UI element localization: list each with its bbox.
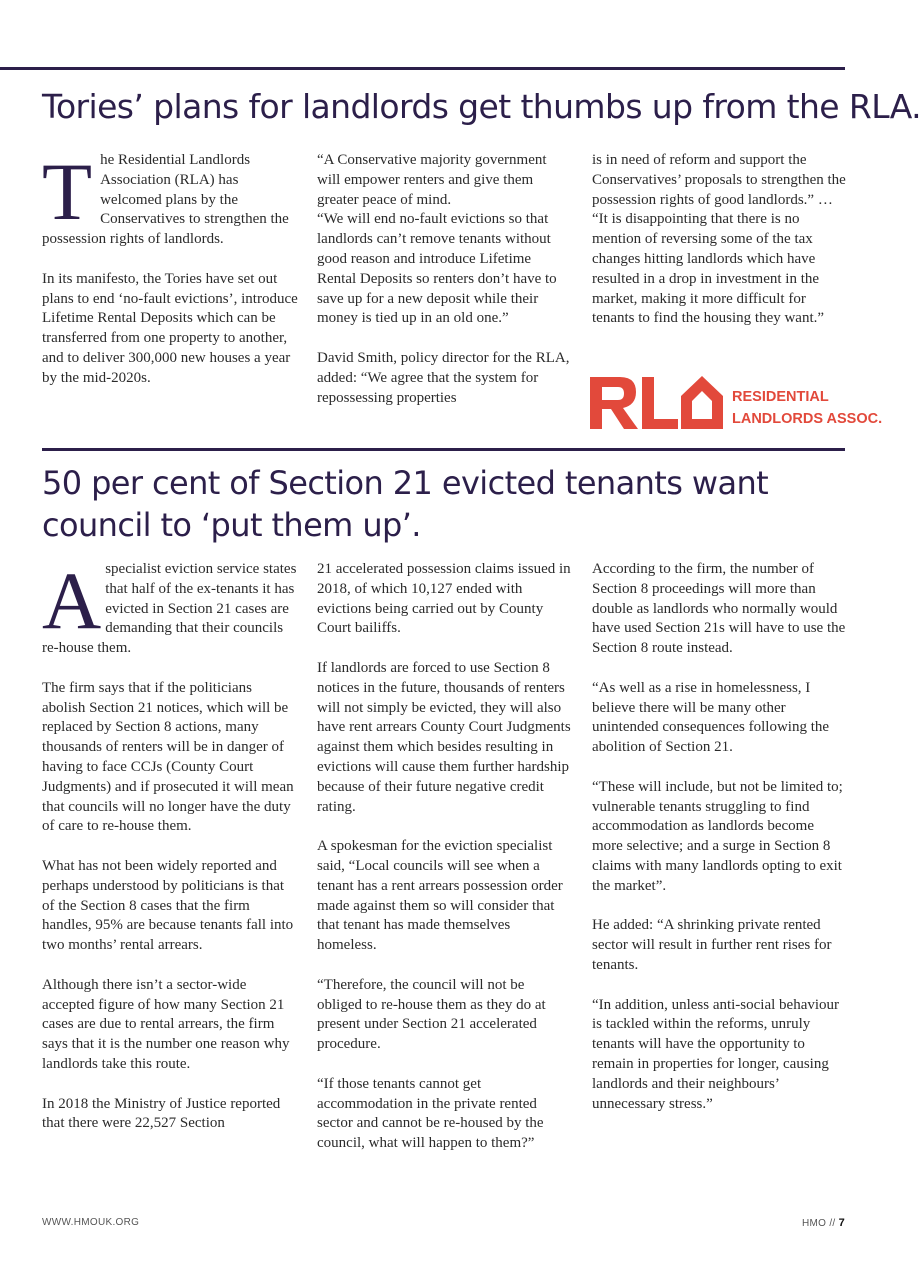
top-divider xyxy=(0,67,845,70)
article2-paragraph: Aspecialist eviction service states that half of the ex-tenants it has evicted in Section 21 cases are demanding that their councils re-house them. xyxy=(42,555,297,657)
footer-website: WWW.HMOUK.ORG xyxy=(42,1217,140,1228)
article2-paragraph: According to the firm, the number of Section 8 proceedings will more than double as landlords who normally would have used Section 21s will have to use the Section 8 route instead. xyxy=(592,561,846,657)
article2-paragraph: Although there isn’t a sector-wide accepted figure of how many Section 21 cases are due to rental arrears, the firm says that it is the number one reason why landlords take this route. xyxy=(42,976,290,1072)
footer-page xyxy=(802,1217,845,1229)
logo-line-2: LANDLORDS ASSOC. xyxy=(732,411,883,427)
article1-column-3 xyxy=(592,151,848,329)
article2-column-3 xyxy=(592,560,848,1114)
article2-paragraph: What has not been widely reported and perhaps understood by politicians is that of the Section 8 cases that the firm handles, 95% are because tenants fall into two months’ rental arrears. xyxy=(42,857,294,954)
article1-paragraph: In its manifesto, the Tories have set out plans to end ‘no-fault evictions’, introduce Lifetime Rental Deposits which can be transferred from one property to another, and to deliver 300,000 new houses a year by the mid-2020s. xyxy=(42,270,298,386)
article2-paragraph: He added: “A shrinking private rented sector will result in further rent rises for tenants. xyxy=(592,917,832,973)
article2-paragraph: The firm says that if the politicians abolish Section 21 notices, which will be replaced by Section 8 actions, many thousands of renters will be in danger of having to face CCJs (County Court Judgments) and if prosecuted it will mean that councils will no longer have the duty of care to re-house them. xyxy=(42,679,294,835)
dropcap-t: T xyxy=(42,146,93,237)
article1-paragraph: David Smith, policy director for the RLA, added: “We agree that the system for repossessing properties xyxy=(317,349,570,406)
article1-paragraph: The Residential Landlords Association (RLA) has welcomed plans by the Conservatives to strengthen the possession rights of landlords. xyxy=(42,146,289,248)
article2-paragraph: “In addition, unless anti-social behaviour is tackled within the reforms, unruly tenants will have the opportunity to remain in properties for longer, causing landlords and their neighbours’ unnecessary stress.” xyxy=(592,996,840,1112)
article1-paragraph: “A Conservative majority government will empower renters and give them greater peace of mind. “We will end no-fault evictions so that landlords can’t remove tenants without good reason and introduce Lifetime Rental Deposits so renters don’t have to save up for a new deposit while their money is tied up in an old one.” xyxy=(317,152,557,327)
article1-paragraph: is in need of reform and support the Conservatives’ proposals to strengthen the possession rights of good landlords.” … “It is disappointing that there is no mention of reversing some of the tax changes hitting landlords which have resulted in a drop in investment in the market, making it more difficult for tenants to find the housing they want.” xyxy=(592,152,846,327)
page-number: 7 xyxy=(838,1217,845,1229)
article1-headline: Tories’ plans for landlords get thumbs up from the RLA. xyxy=(42,87,921,126)
article2-paragraph: 21 accelerated possession claims issued in 2018, of which 10,127 ended with evictions being carried out by County Court bailiffs. xyxy=(317,561,571,637)
article2-paragraph: “If those tenants cannot get accommodation in the private rented sector and cannot be re-housed by the council, what will happen to them?” xyxy=(317,1075,544,1152)
article2-column-1 xyxy=(42,555,298,1134)
article2-paragraph: If landlords are forced to use Section 8 notices in the future, thousands of renters will not simply be evicted, they will also have rent arrears County Court Judgments against them which besides resulting in evictions will cause them further hardship because of their future negative credit rating. xyxy=(317,659,571,815)
footer-section: HMO // xyxy=(802,1218,836,1229)
article2-paragraph: “As well as a rise in homelessness, I believe there will be many other unintended consequences following the abolition of Section 21. xyxy=(592,679,830,756)
article2-headline: 50 per cent of Section 21 evicted tenants want council to ‘put them up’. xyxy=(42,464,769,544)
article2-paragraph: “Therefore, the council will not be obliged to re-house them as they do at present under Section 21 accelerated procedure. xyxy=(317,976,546,1053)
article1-column-1 xyxy=(42,146,298,389)
article2-paragraph: In 2018 the Ministry of Justice reported that there were 22,527 Section xyxy=(42,1095,281,1132)
article2-paragraph: A spokesman for the eviction specialist said, “Local councils will see when a tenant has a rent arrears possession order made against them so will consider that that tenant has made themselves homeless. xyxy=(317,838,563,954)
article2-column-2 xyxy=(317,560,572,1154)
rla-logo xyxy=(590,374,883,432)
article2-paragraph: “These will include, but not be limited to; vulnerable tenants struggling to find accommodation as landlords become more selective; and a surge in Section 8 claims with many landlords opting to exit the market”. xyxy=(592,778,843,894)
article1-column-2 xyxy=(317,151,572,408)
dropcap-a: A xyxy=(42,555,102,646)
logo-line-1: RESIDENTIAL xyxy=(732,389,829,405)
section-divider xyxy=(42,448,845,451)
